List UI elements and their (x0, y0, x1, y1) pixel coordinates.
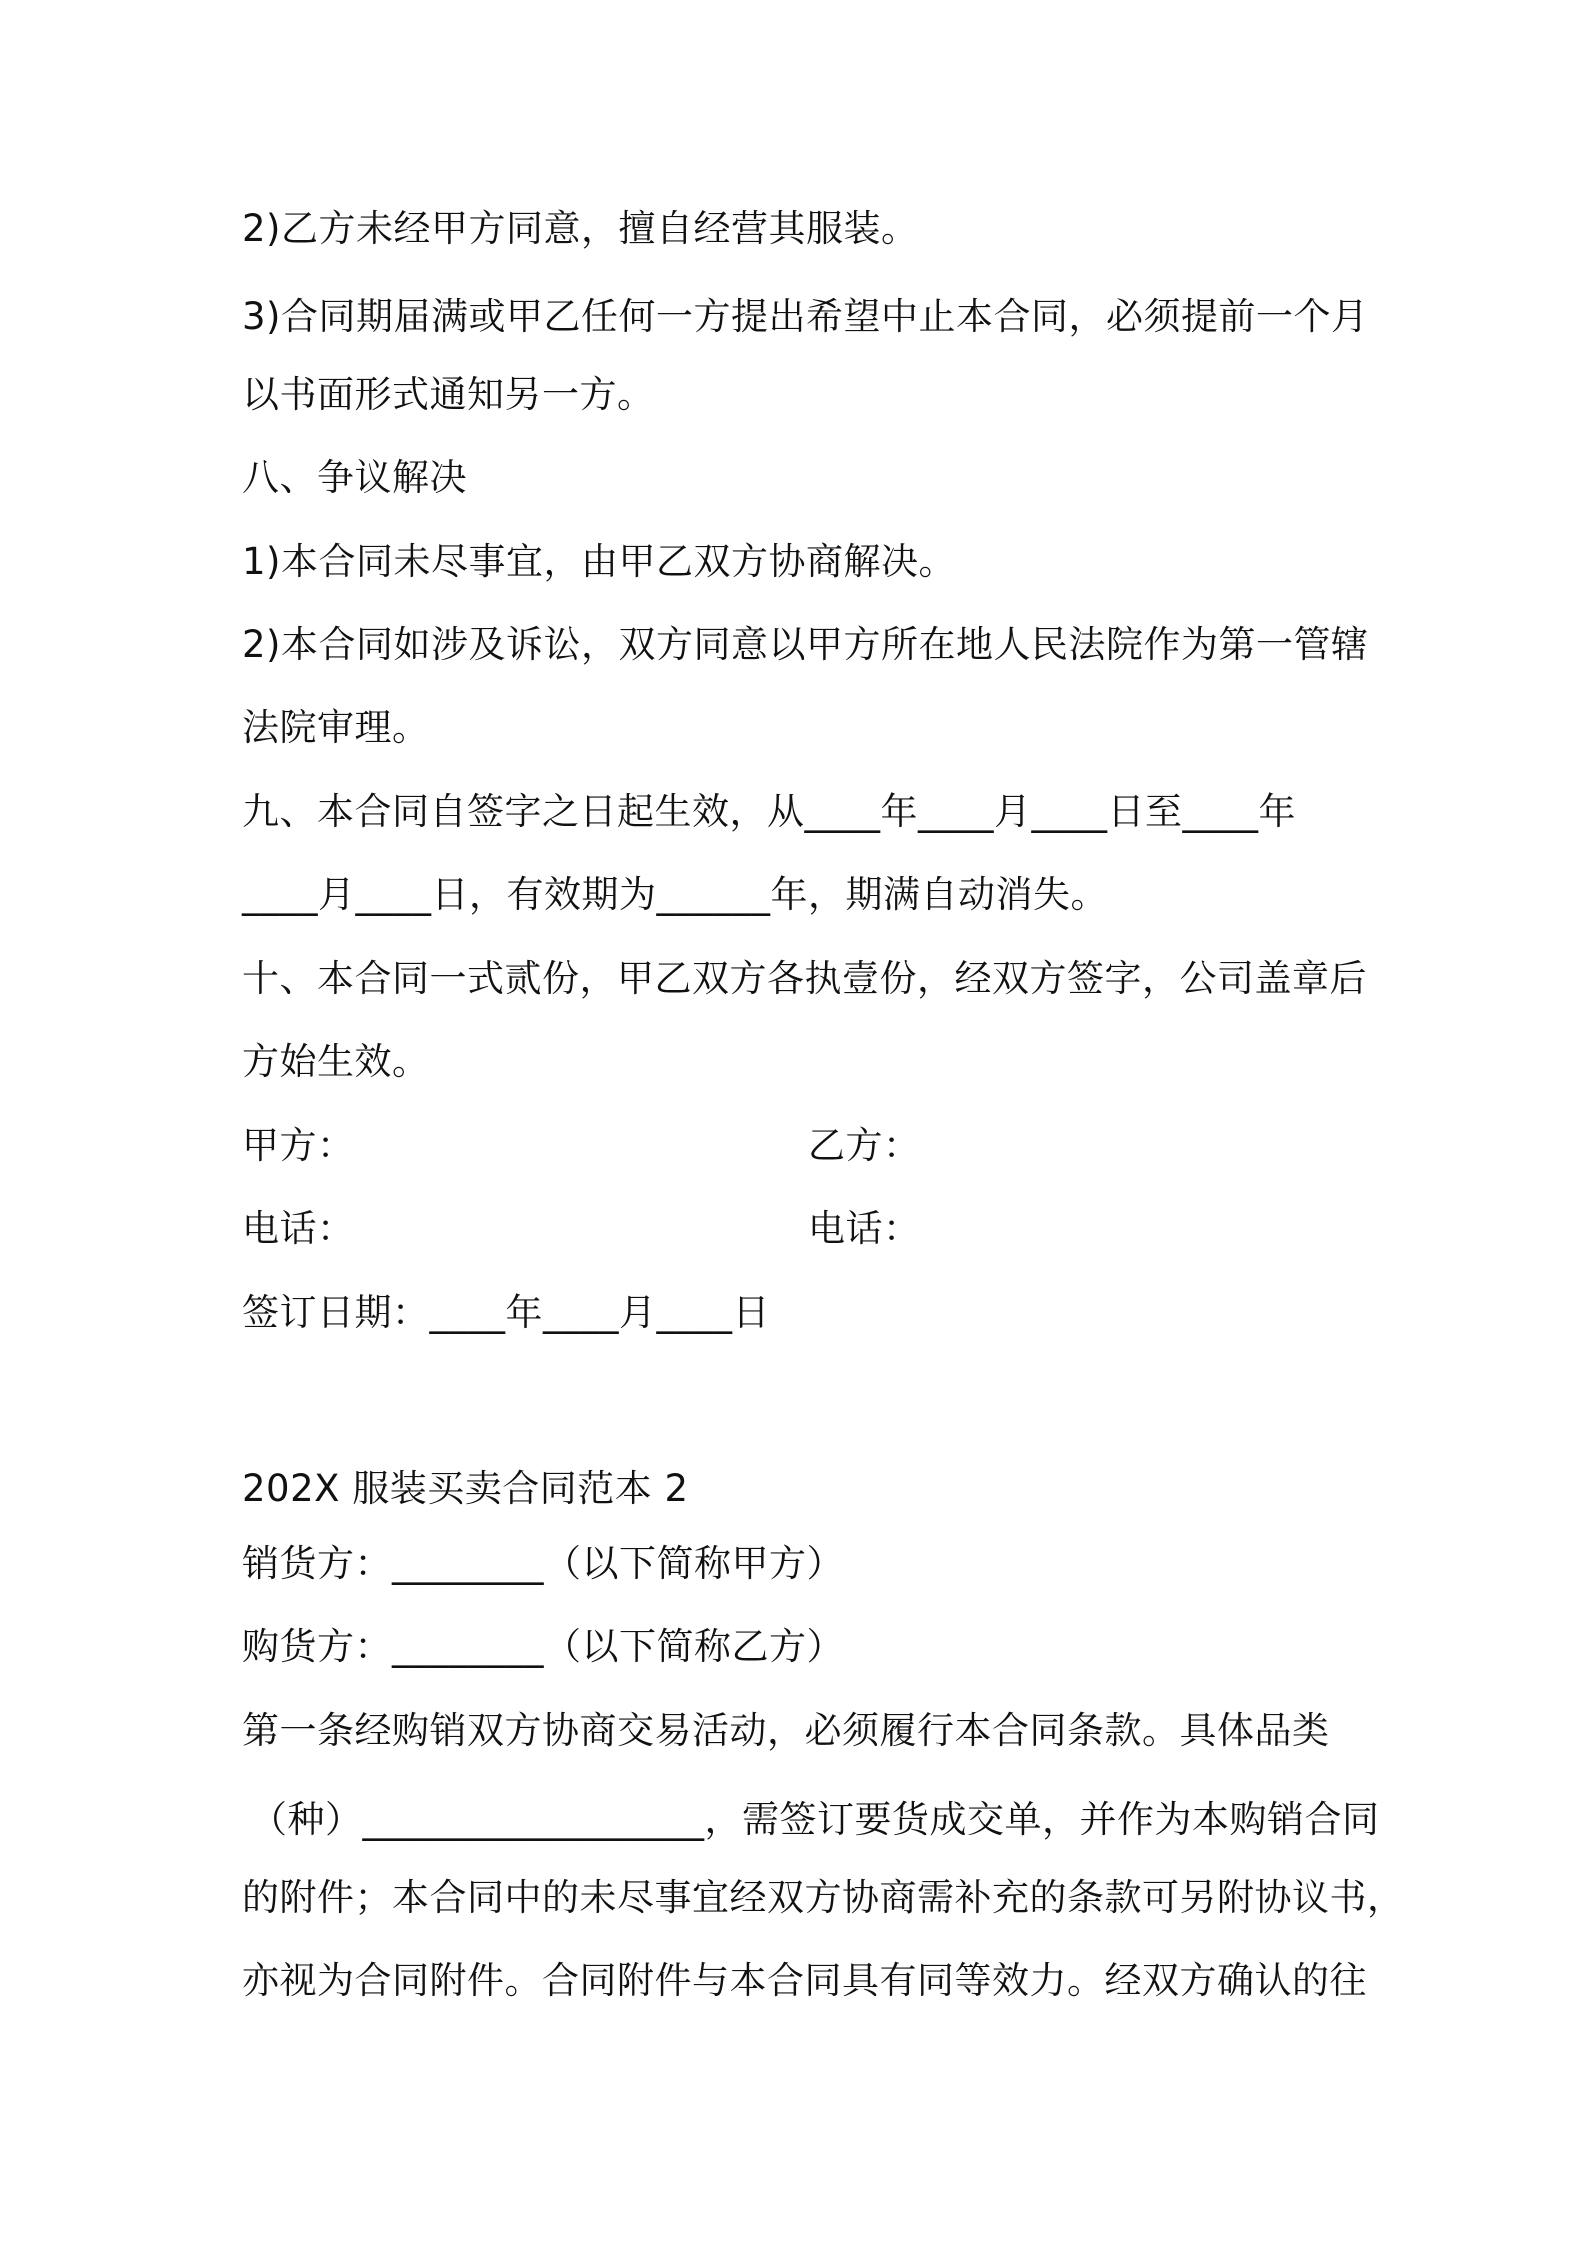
clause-7-item-2: 2)乙方未经甲方同意，擅自经营其服装。 (242, 207, 919, 250)
sign-date: 签订日期：____年____月____日 (242, 1291, 770, 1334)
clause-8-item-1: 1)本合同未尽事宜，由甲乙双方协商解决。 (242, 540, 956, 583)
clause-8-item-2-line-2: 法院审理。 (242, 706, 430, 749)
clause-8-item-2-line-1: 2)本合同如涉及诉讼，双方同意以甲方所在地人民法院作为第一管辖 (242, 623, 1369, 666)
clause-7-item-3-line-2: 以书面形式通知另一方。 (242, 373, 655, 416)
party-a-label: 甲方： (242, 1124, 355, 1167)
buyer-line: 购货方：________（以下简称乙方） (242, 1625, 844, 1668)
contract-2-title: 202X 服装买卖合同范本 2 (242, 1467, 689, 1510)
phone-a-label: 电话： (242, 1207, 355, 1250)
clause-1-line-2: （种）__________________，需签订要货成交单，并作为本购销合同 (250, 1798, 1380, 1841)
clause-10-line-1: 十、本合同一式贰份，甲乙双方各执壹份，经双方签字，公司盖章后 (242, 957, 1367, 1000)
clause-9-line-1: 九、本合同自签字之日起生效，从____年____月____日至____年 (242, 790, 1296, 833)
clause-10-line-2: 方始生效。 (242, 1040, 430, 1083)
clause-9-line-2: ____月____日，有效期为______年，期满自动消失。 (242, 873, 1108, 916)
clause-1-line-3: 的附件；本合同中的未尽事宜经双方协商需补充的条款可另附协议书， (242, 1876, 1405, 1919)
clause-1-line-4: 亦视为合同附件。合同附件与本合同具有同等效力。经双方确认的往 (242, 1959, 1367, 2002)
seller-line: 销货方：________（以下简称甲方） (242, 1542, 844, 1585)
party-b-label: 乙方： (808, 1124, 921, 1167)
clause-7-item-3-line-1: 3)合同期届满或甲乙任何一方提出希望中止本合同，必须提前一个月 (242, 295, 1369, 338)
phone-b-label: 电话： (808, 1207, 921, 1250)
clause-1-line-1: 第一条经购销双方协商交易活动，必须履行本合同条款。具体品类 (242, 1709, 1330, 1752)
section-heading-dispute: 八、争议解决 (242, 456, 467, 499)
